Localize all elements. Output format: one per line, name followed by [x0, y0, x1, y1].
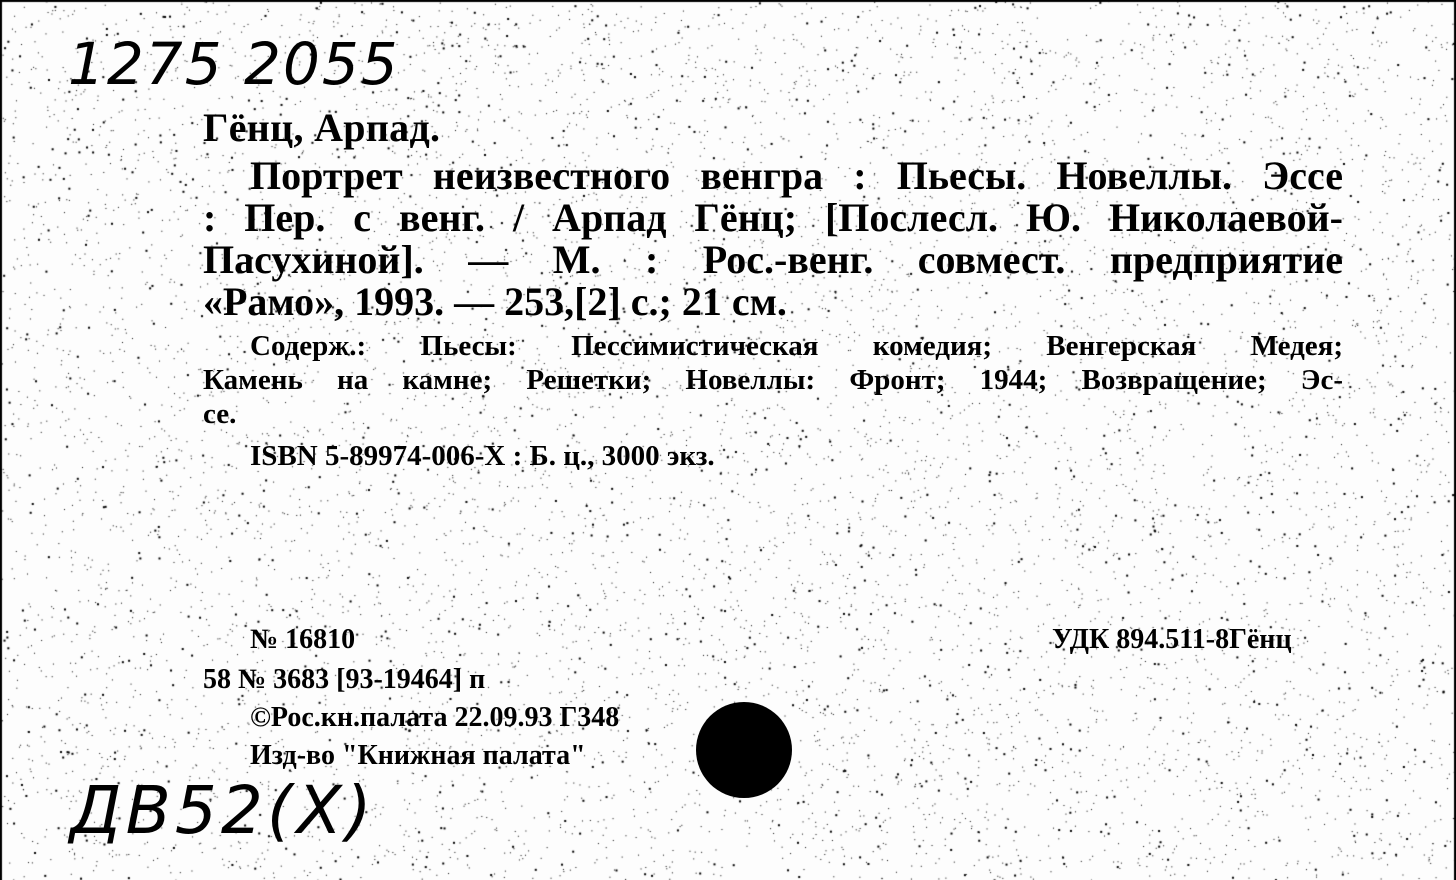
contents-line-1: Содерж.: Пьесы: Пессимистическая комедия; Венгерская Медея;	[250, 330, 1343, 362]
handwritten-call-number: 1275 2055	[68, 30, 400, 98]
contents-line-2: Камень на камне; Решетки; Новеллы: Фронт; 1944; Возвращение; Эс-	[203, 364, 1343, 396]
udc-code: УДК 894.511-8Гёнц	[1052, 624, 1292, 655]
record-line-2: 58 № 3683 [93-19464] п	[203, 664, 486, 695]
description-line-4: «Рамо», 1993. — 253,[2] с.; 21 см.	[203, 279, 787, 324]
copyright-line: ©Рос.кн.палата 22.09.93 Г348	[250, 702, 620, 733]
contents-line-3: се.	[203, 398, 237, 430]
handwritten-shelf-mark: ДВ52(Х)	[70, 772, 376, 849]
publisher-line: Изд-во "Книжная палата"	[250, 740, 586, 771]
punch-hole	[696, 702, 792, 798]
author-heading: Гёнц, Арпад.	[203, 105, 441, 150]
record-number: № 16810	[250, 624, 356, 655]
description-line-3: Пасухиной]. — М. : Рос.-венг. совмест. предприятие	[203, 237, 1343, 282]
description-line-2: : Пер. с венг. / Арпад Гёнц; [Послесл. Ю. Николаевой-	[203, 195, 1343, 240]
isbn-line: ISBN 5-89974-006-X : Б. ц., 3000 экз.	[250, 440, 715, 472]
description-line-1: Портрет неизвестного венгра : Пьесы. Новеллы. Эссе	[250, 153, 1343, 198]
